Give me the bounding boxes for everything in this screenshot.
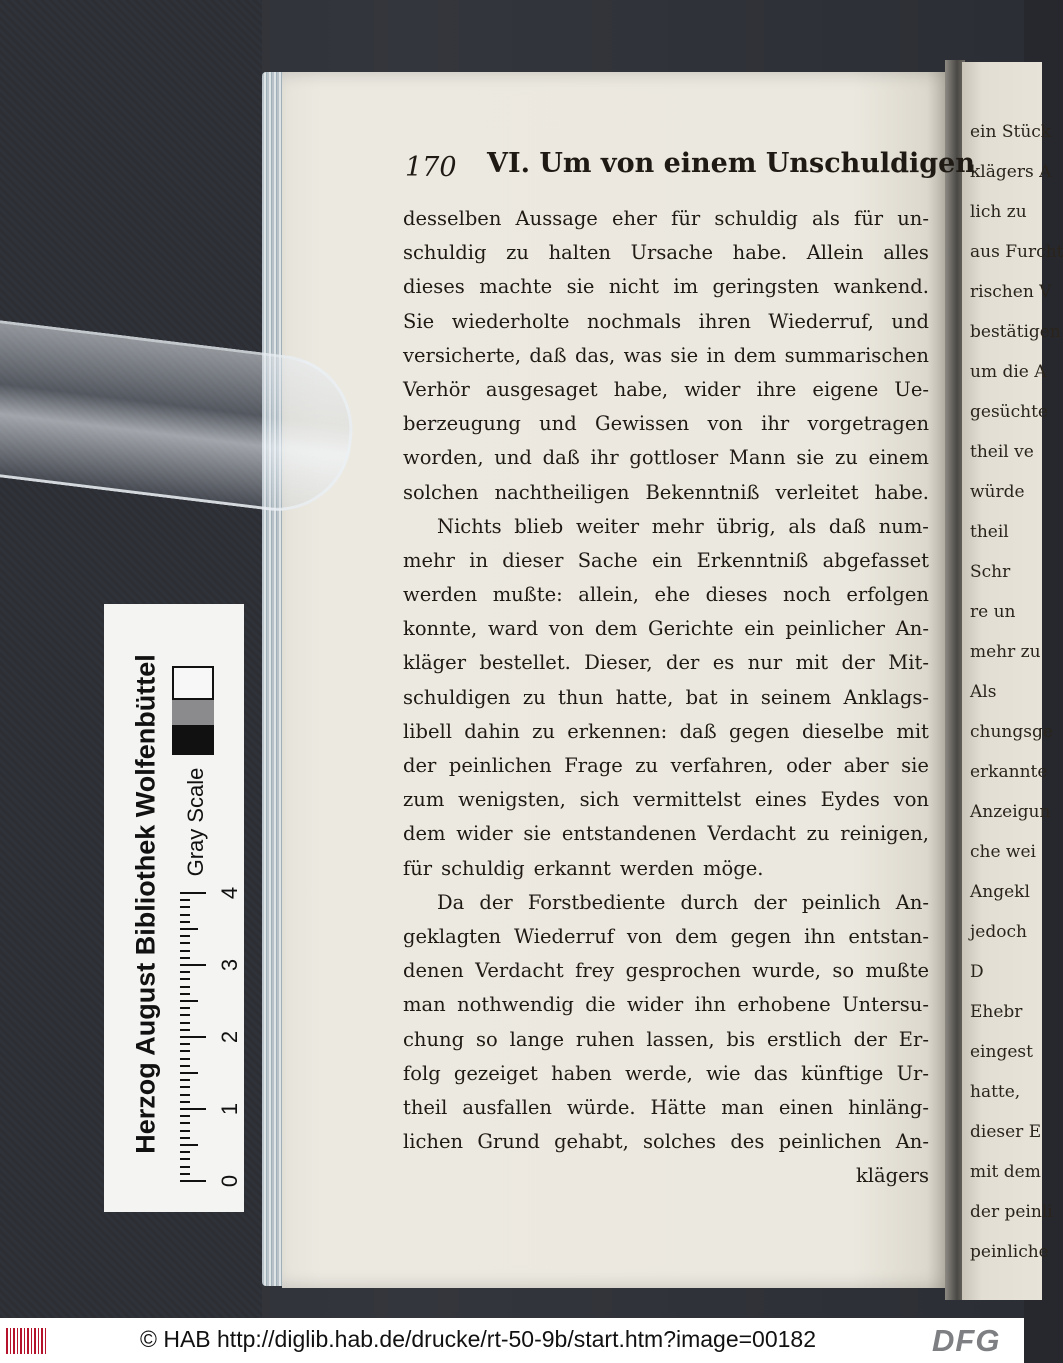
text-line: geklagten Wiederruf von dem gegen ihn entstan-: [403, 924, 929, 948]
ruler-tick: [180, 1022, 190, 1024]
facing-page-fragment: jedoch: [970, 922, 1027, 942]
ruler-tick: [180, 1029, 190, 1031]
text-line: versicherte, daß das, was sie in dem summarischen: [403, 343, 929, 367]
facing-page-fragment: che wei: [970, 842, 1036, 862]
facing-page-fragment: mit dem: [970, 1162, 1041, 1182]
text-line: Nichts blieb weiter mehr übrig, als daß num-: [437, 514, 929, 538]
ruler-tick: [180, 1151, 190, 1153]
facing-page-fragment: re un: [970, 602, 1016, 622]
ruler-number: 1: [217, 1102, 243, 1116]
text-line: worden, und daß ihr gottloser Mann sie zu einem: [403, 446, 929, 470]
facing-page-fragment: Als: [970, 682, 997, 702]
facing-page-fragment: rischen V: [970, 282, 1052, 302]
ruler-number: 3: [217, 958, 243, 972]
facing-page-fragment: Ehebr: [970, 1002, 1023, 1022]
ruler-tick: [180, 1072, 198, 1074]
ruler-tick: [180, 986, 190, 988]
facing-page-fragment: der peinli: [970, 1202, 1053, 1222]
dfg-logo: DFG: [932, 1323, 1001, 1358]
page-body: [403, 202, 929, 1193]
facing-page-fragment: lich zu: [970, 202, 1027, 222]
gray-swatch-black: [172, 725, 214, 755]
ruler-tick: [180, 1000, 198, 1002]
text-line: schuldigen zu thun hatte, bat in seinem Anklags-: [403, 685, 929, 709]
ruler-tick: [180, 1094, 190, 1096]
ruler-tick: [180, 993, 190, 995]
ruler-tick: [180, 1108, 206, 1110]
ruler-tick: [180, 914, 190, 916]
facing-page: [962, 62, 1063, 1300]
page-number: 170: [405, 152, 457, 183]
text-line: lichen Grund gehabt, solches des peinlichen An-: [403, 1130, 929, 1154]
text-line: dieses machte sie nicht im geringsten wankend.: [403, 275, 929, 299]
facing-page-fragment: theil ve: [970, 442, 1034, 462]
text-line: Sie wiederholte nochmals ihren Wiederruf, und: [403, 309, 929, 333]
text-line: folg gezeiget haben werde, wie das künftige Ur-: [403, 1061, 929, 1085]
text-line: schuldig zu halten Ursache habe. Allein alles: [403, 241, 929, 265]
ruler: [180, 880, 243, 1188]
running-title: VI. Um von einem Unschuldigen: [487, 148, 975, 179]
text-line: berzeugung und Gewissen von ihr vorgetragen: [403, 412, 929, 436]
book-edge: [262, 72, 284, 1286]
text-line: desselben Aussage eher für schuldig als für un-: [403, 207, 929, 230]
facing-page-fragment: Angekl: [970, 882, 1030, 902]
ruler-tick: [180, 1173, 190, 1175]
ruler-tick: [180, 899, 190, 901]
ruler-tick: [180, 1166, 190, 1168]
gray-swatch-white: [172, 666, 214, 700]
text-line: libell dahin zu erkennen: daß gegen dieselbe mit: [403, 719, 929, 743]
text-line: werden mußte: allein, ehe dieses noch erfolgen: [403, 583, 929, 607]
ruler-tick: [180, 1014, 190, 1016]
ruler-tick: [180, 935, 190, 937]
facing-page-fragment: aus Furcht: [970, 242, 1063, 262]
facing-page-fragment: um die A: [970, 362, 1047, 382]
facing-page-fragment: würde: [970, 482, 1025, 502]
ruler-tick: [180, 1065, 190, 1067]
ruler-tick: [180, 942, 190, 944]
text-line: theil ausfallen würde. Hätte man einen hinläng-: [403, 1095, 929, 1119]
text-line: konnte, ward von dem Gerichte ein peinlicher An-: [403, 617, 929, 641]
ruler-tick: [180, 1101, 190, 1103]
text-line: man nothwendig die wider ihn erhobene Untersu-: [403, 993, 929, 1017]
ruler-tick: [180, 1086, 190, 1088]
facing-page-fragment: hatte,: [970, 1082, 1021, 1102]
ruler-tick: [180, 906, 190, 908]
gray-swatch-gray: [172, 700, 214, 725]
ruler-tick: [180, 1007, 190, 1009]
copyright-link[interactable]: © HAB http://diglib.hab.de/drucke/rt-50-9b/start.htm?image=00182: [140, 1326, 817, 1352]
facing-page-fragment: Anzeigun: [970, 802, 1051, 822]
ruler-tick: [180, 1079, 190, 1081]
hab-logo-icon: [6, 1328, 48, 1354]
facing-page-fragment: chungsge: [970, 722, 1053, 742]
facing-page-fragment: mehr zu: [970, 642, 1041, 662]
institution-name: Herzog August Bibliothek Wolfenbüttel: [130, 654, 161, 1154]
facing-page-fragment: klägers A: [970, 162, 1052, 182]
ruler-tick: [180, 1115, 190, 1117]
text-line: solchen nachtheiligen Bekenntniß verleitet habe.: [403, 480, 929, 504]
ruler-tick: [180, 1158, 190, 1160]
text-line: für schuldig erkannt werden möge.: [403, 856, 764, 880]
text-line: der peinlichen Frage zu verfahren, oder aber sie: [403, 754, 929, 777]
ruler-tick: [180, 950, 190, 952]
facing-page-fragment: dieser E: [970, 1122, 1042, 1142]
ruler-tick: [180, 971, 190, 973]
ruler-tick: [180, 1144, 198, 1146]
ruler-number: 2: [217, 1030, 243, 1044]
gray-scale-label: Gray Scale: [183, 767, 208, 877]
facing-page-fragment: D: [970, 962, 984, 982]
text-line: kläger bestellet. Dieser, der es nur mit der Mit-: [403, 651, 929, 675]
ruler-tick: [180, 1050, 190, 1052]
facing-page-fragment: gesüchte: [970, 402, 1048, 422]
text-line: chung so lange ruhen lassen, bis erstlich der Er-: [403, 1027, 929, 1051]
ruler-tick: [180, 964, 206, 966]
ruler-tick: [180, 1058, 190, 1060]
text-line: dem wider sie entstandenen Verdacht zu reinigen,: [403, 822, 929, 846]
facing-page-fragment: bestätigen: [970, 322, 1061, 342]
ruler-tick: [180, 928, 198, 930]
ruler-tick: [180, 1036, 206, 1038]
footer-bar: [0, 1318, 1024, 1363]
text-line: denen Verdacht frey gesprochen wurde, so mußte: [403, 959, 929, 983]
ruler-tick: [180, 1130, 190, 1132]
page-header: [405, 148, 975, 188]
ruler-tick: [180, 892, 206, 894]
text-line: Da der Forstbediente durch der peinlich An-: [437, 890, 929, 914]
ruler-number: 0: [217, 1174, 243, 1188]
ruler-tick: [180, 957, 190, 959]
facing-page-fragment: eingest: [970, 1042, 1033, 1062]
ruler-tick: [180, 978, 190, 980]
ruler-tick: [180, 1180, 206, 1182]
ruler-tick: [180, 921, 190, 923]
ruler-tick: [180, 1137, 190, 1139]
text-line: Verhör ausgesaget habe, wider ihre eigene Ue-: [403, 377, 929, 401]
text-line: mehr in dieser Sache ein Erkenntniß abgefasset: [403, 548, 929, 572]
facing-page-fragment: theil: [970, 522, 1009, 542]
facing-page-fragment: ein Stück: [970, 122, 1052, 142]
facing-page-fragment: erkannte: [970, 762, 1048, 782]
facing-page-fragment: Schr: [970, 562, 1011, 582]
text-line: klägers: [855, 1164, 929, 1188]
facing-page-fragment: peinliche: [970, 1242, 1049, 1262]
ruler-number: 4: [217, 886, 243, 900]
ruler-tick: [180, 1122, 190, 1124]
ruler-tick: [180, 1043, 190, 1045]
text-line: zum wenigsten, sich vermittelst eines Eydes von: [403, 788, 929, 812]
